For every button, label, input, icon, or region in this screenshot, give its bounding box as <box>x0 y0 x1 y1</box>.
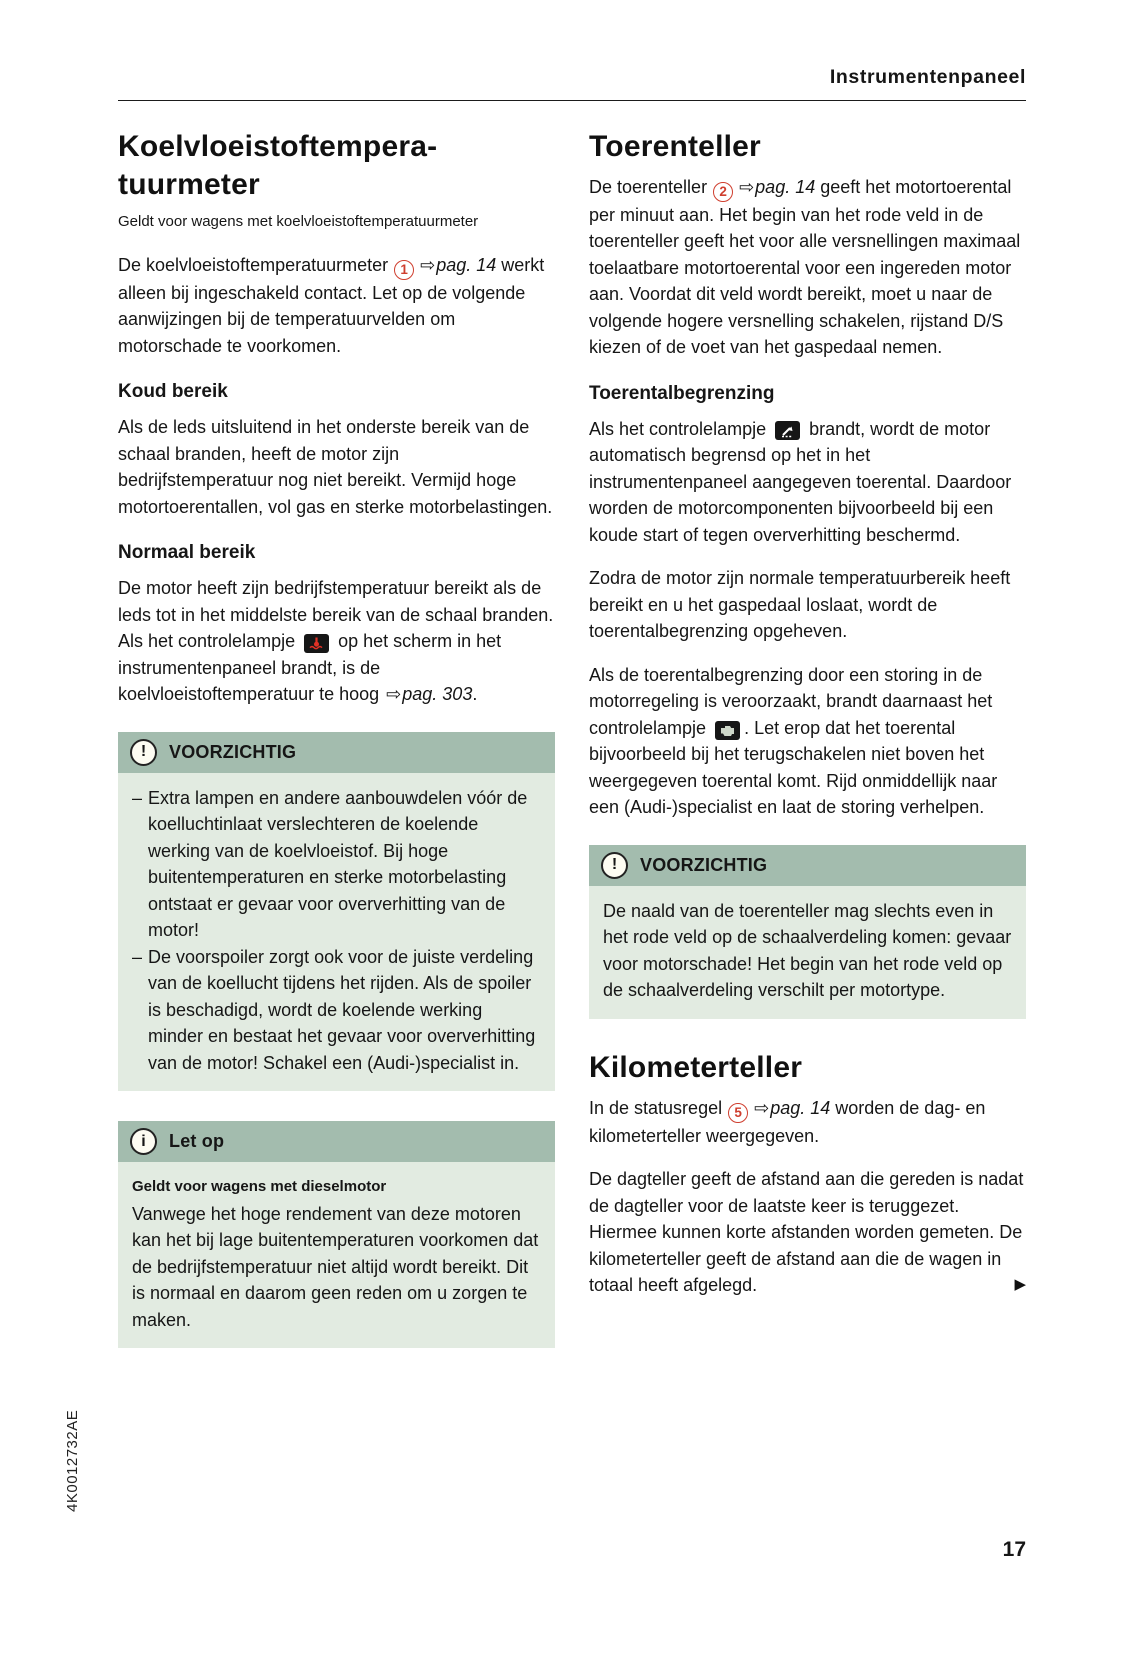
subheading-normaal-bereik: Normaal bereik <box>118 542 256 564</box>
subheading-toerentalbegrenzing: Toerentalbegrenzing <box>589 382 775 404</box>
spine-code: 4K0012732AE <box>64 1409 81 1512</box>
page-reference: pag. 14 <box>755 177 816 197</box>
section-continues-marker: ▶ <box>1014 1276 1026 1293</box>
caution-box-header <box>118 732 555 773</box>
paragraph: Zodra de motor zijn normale temperatuurbereik heeft bereikt en u het gaspedaal loslaat, wordt de toerentalbegrenzing opgeheven. <box>589 568 1011 642</box>
note-paragraph: Vanwege het hoge rendement van deze motoren kan het bij lage buitentemperaturen voorkomen dat de bedrijfstemperatuur niet altijd wordt bereikt. Dit is normaal en daarom geen reden om u zorgen te maken. <box>132 1203 539 1330</box>
caution-box <box>589 845 1026 1019</box>
callout-number-5: 5 <box>728 1103 748 1123</box>
page-reference: pag. 14 <box>770 1097 831 1118</box>
page-reference: pag. 303 <box>402 684 473 705</box>
left-column <box>118 126 555 1372</box>
reference-arrow-icon: ⇨ <box>420 255 436 275</box>
page-number: 17 <box>1002 1538 1026 1561</box>
running-header-title: Instrumentenpaneel <box>829 66 1026 88</box>
reference-arrow-icon: ⇨ <box>739 177 755 197</box>
section-title-toerenteller: Toerenteller <box>589 130 761 163</box>
caution-box <box>118 732 555 1092</box>
caution-list-item: – De voorspoiler zorgt ook voor de juiste verdeling van de koellucht tijdens het rijden. Als de spoiler is beschadigd, wordt de koelende werking minder en bestaat het gevaar voor oververhitting van de motor! Schakel een (Audi-)specialist in. <box>132 944 541 1077</box>
paragraph: De motor heeft zijn bedrijfstemperatuur bereikt als de leds tot in het middelste bereik van de schaal branden. Als het controlelampje op het scherm in het instrumentenpaneel brandt, is de koelvloeistoftemperatuur te hoog ⇨pag. 303. <box>118 578 554 705</box>
paragraph: Als de leds uitsluitend in het onderste bereik van de schaal branden, heeft de motor zijn bedrijfstemperatuur nog niet bereikt. Vermijd hoge motortoerentallen, vol gas en sterke motorbelastingen. <box>118 417 553 517</box>
note-box-header <box>118 1121 555 1162</box>
rpm-limiter-warning-icon <box>775 421 800 440</box>
caution-box-title: VOORZICHTIG <box>640 854 768 875</box>
caution-paragraph: De naald van de toerenteller mag slechts even in het rode veld op de schaalverdeling komen: gevaar voor motorschade! Het begin van het rode veld op de schaalverdeling verschilt per motortype. <box>603 900 1012 1001</box>
callout-number-1: 1 <box>394 260 414 280</box>
paragraph: In de statusregel 5 ⇨pag. 14 worden de dag- en kilometerteller weergegeven. <box>589 1097 986 1146</box>
section-title-kilometerteller: Kilometerteller <box>589 1050 803 1084</box>
caution-box-body <box>118 773 555 1092</box>
paragraph: De dagteller geeft de afstand aan die gereden is nadat de dagteller voor de laatste keer is teruggezet. Hiermee kunnen korte afstanden worden gemeten. De kilometerteller geeft de afstand aan die de wagen in totaal heeft afgelegd. ▶ <box>589 1166 1026 1299</box>
caution-box-body <box>589 886 1026 1019</box>
note-box-title: Let op <box>169 1131 225 1152</box>
header-divider <box>118 100 1026 101</box>
note-box <box>118 1121 555 1348</box>
caution-list-item: – Extra lampen en andere aanbouwdelen vóór de koelluchtinlaat verslechteren de koelende werking van de koelvloeistof. Bij hoge buitentemperaturen en sterke motorbelasting ontstaat er gevaar voor oververhitting van de motor! <box>132 785 541 944</box>
exclamation-icon: ! <box>601 852 628 879</box>
paragraph: Als de toerentalbegrenzing door een storing in de motorregeling is veroorzaakt, brandt daarnaast het controlelampje . Let erop dat het toerental bijvoorbeeld bij het terugschakelen niet boven het weergegeven toerental komt. Rijd onmiddellijk naar een (Audi-)specialist en laat de storing verhelpen. <box>589 664 998 818</box>
exclamation-icon: ! <box>130 739 157 766</box>
page-reference: pag. 14 <box>436 255 497 275</box>
coolant-temperature-warning-icon <box>304 634 329 653</box>
reference-arrow-icon: ⇨ <box>754 1097 770 1118</box>
section-title-koelvloeistoftemperatuurmeter <box>118 128 555 204</box>
running-header <box>118 66 1026 89</box>
paragraph: De toerenteller 2 ⇨pag. 14 geeft het motortoerental per minuut aan. Het begin van het rode veld in de toerenteller geeft het voor alle versnellingen maximaal toelaatbare motortoerental voor een ingereden motor aan. Voordat dit veld wordt bereikt, moet u naar de volgende hogere versnelling schakelen, rijstand D/S kiezen of de voet van het gaspedaal nemen. <box>589 177 1021 358</box>
paragraph: Als het controlelampje brandt, wordt de motor automatisch begrensd op het in het instrumentenpaneel aangegeven toerental. Daardoor worden de motorcomponenten bijvoorbeeld bij een koude start of tegen oververhitting beschermd. <box>589 418 1012 545</box>
section-title-line1: Koelvloeistoftempera- <box>118 130 438 163</box>
note-applies: Geldt voor wagens met dieselmotor <box>132 1178 387 1196</box>
note-box-body <box>118 1162 555 1348</box>
info-icon: i <box>130 1128 157 1155</box>
engine-fault-warning-icon <box>715 721 740 740</box>
caution-list <box>132 785 541 1077</box>
caution-box-header <box>589 845 1026 886</box>
subheading-koud-bereik: Koud bereik <box>118 381 228 403</box>
two-column-layout <box>118 126 1026 1372</box>
reference-arrow-icon: ⇨ <box>386 684 402 705</box>
caution-box-title: VOORZICHTIG <box>169 741 297 762</box>
section-title-line2: tuurmeter <box>118 168 260 201</box>
callout-number-2: 2 <box>713 182 733 202</box>
paragraph: De koelvloeistoftemperatuurmeter 1 ⇨pag. 14 werkt alleen bij ingeschakeld contact. Let op de volgende aanwijzingen bij de temperatuurvelden om motorschade te voorkomen. <box>118 255 545 356</box>
applies-note: Geldt voor wagens met koelvloeistoftemperatuurmeter <box>118 213 479 230</box>
right-column <box>589 126 1026 1372</box>
